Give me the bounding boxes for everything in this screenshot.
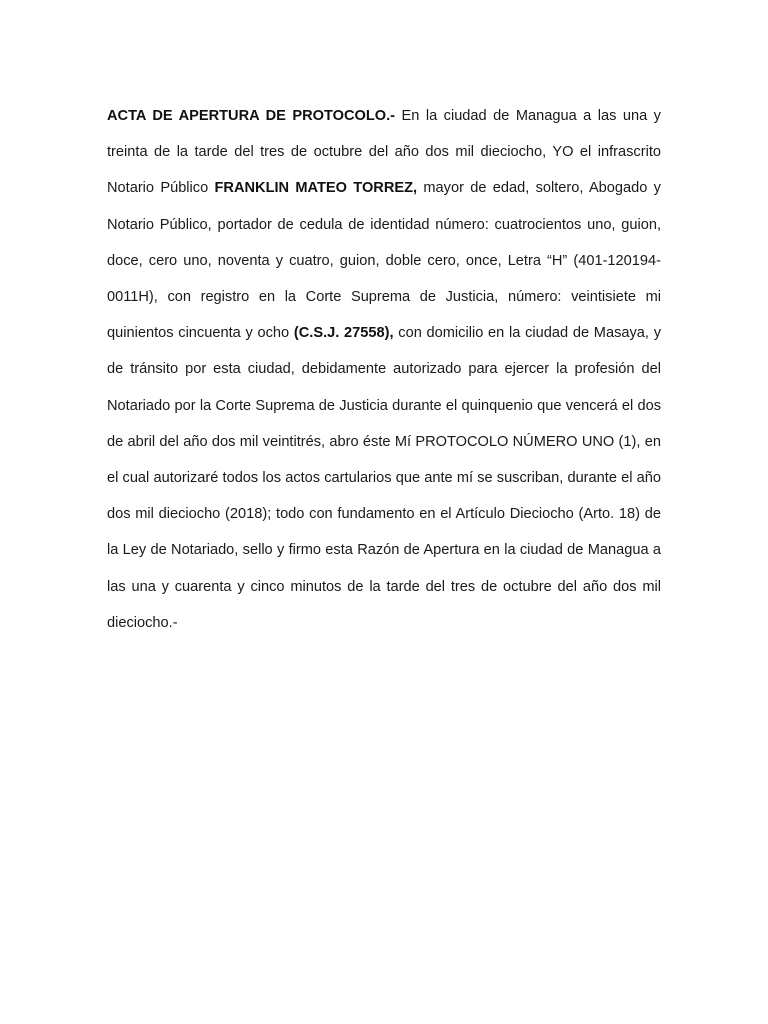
csj-registry-number: (C.S.J. 27558), (293, 325, 394, 342)
acta-text-part-2: mayor de edad, soltero, Abogado y Notario Público, portador de cedula de identidad número: cuatrocientos uno, guion, doce, cero uno, noventa y cuatro, guion, doble cero, once, Letra “H” (401-120194-0011H), con registro en la Corte Suprema de Justicia, número: veintisiete mi quinientos cincuenta y ocho (107, 180, 661, 342)
acta-text-part-1: En la ciudad de Managua a las una y treinta de la tarde del tres de octubre del año dos mil dieciocho, YO el infrascrito Notario Público (107, 108, 661, 197)
notary-name: FRANKLIN MATEO TORREZ, (214, 180, 418, 197)
acta-heading: ACTA DE APERTURA DE PROTOCOLO.- (107, 108, 396, 124)
acta-paragraph (107, 98, 661, 641)
acta-text-part-3: con domicilio en la ciudad de Masaya, y de tránsito por esta ciudad, debidamente autorizado para ejercer la profesión del Notariado por la Corte Suprema de Justicia durante el quinquenio que vencerá el dos de abril del año dos mil veintitrés, abro éste Mí PROTOCOLO NÚMERO UNO (1), en el cual autorizaré todos los actos cartularios que ante mí se suscriban, durante el año dos mil dieciocho (2018); todo con fundamento en el Artículo Dieciocho (Arto. 18) de la Ley de Notariado, sello y firmo esta Razón de Apertura en la ciudad de Managua a las una y cuarenta y cinco minutos de la tarde del tres de octubre del año dos mil dieciocho.- (107, 325, 661, 631)
